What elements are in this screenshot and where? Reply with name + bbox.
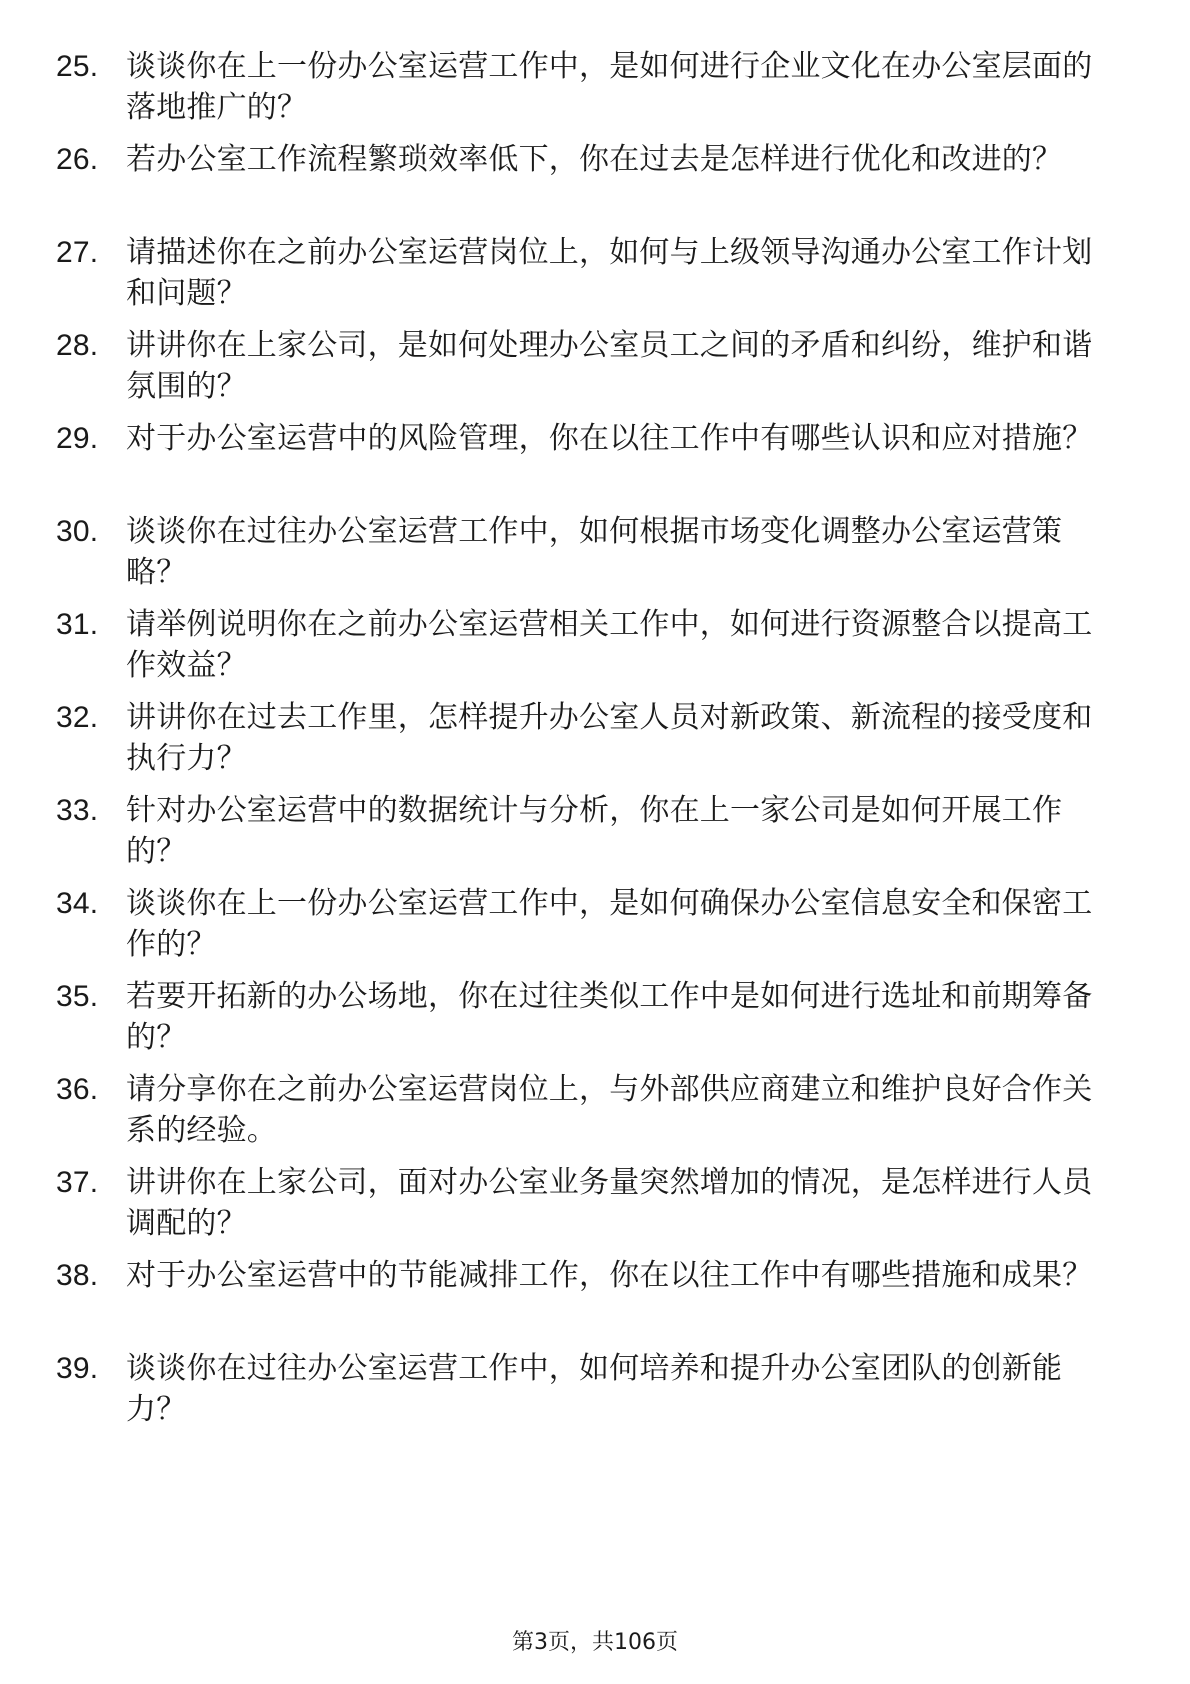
question-item <box>56 1069 1116 1151</box>
question-item <box>56 1255 1116 1337</box>
question-item <box>56 697 1116 779</box>
question-item <box>56 976 1116 1058</box>
question-item <box>56 46 1116 128</box>
question-number: 29. <box>56 422 99 455</box>
question-item <box>56 604 1116 686</box>
question-text: 谈谈你在过往办公室运营工作中，如何根据市场变化调整办公室运营策略？ <box>126 514 1063 590</box>
question-number: 33. <box>56 794 99 827</box>
question-text: 若要开拓新的办公场地，你在过往类似工作中是如何进行选址和前期筹备的？ <box>126 979 1093 1055</box>
question-number: 32. <box>56 701 99 734</box>
question-number: 26. <box>56 143 99 176</box>
question-text: 谈谈你在上一份办公室运营工作中，是如何确保办公室信息安全和保密工作的？ <box>126 886 1093 962</box>
question-item <box>56 418 1116 500</box>
question-text: 对于办公室运营中的风险管理，你在以往工作中有哪些认识和应对措施？ <box>126 421 1093 456</box>
question-number: 25. <box>56 50 99 83</box>
question-text: 谈谈你在过往办公室运营工作中，如何培养和提升办公室团队的创新能力？ <box>126 1351 1063 1427</box>
question-number: 37. <box>56 1166 99 1199</box>
question-number: 28. <box>56 329 99 362</box>
question-number: 38. <box>56 1259 99 1292</box>
question-text: 讲讲你在上家公司，面对办公室业务量突然增加的情况，是怎样进行人员调配的？ <box>126 1165 1093 1241</box>
question-number: 35. <box>56 980 99 1013</box>
question-number: 27. <box>56 236 99 269</box>
question-item <box>56 790 1116 872</box>
question-text: 讲讲你在上家公司，是如何处理办公室员工之间的矛盾和纠纷，维护和谐氛围的？ <box>126 328 1093 404</box>
question-text: 请分享你在之前办公室运营岗位上，与外部供应商建立和维护良好合作关系的经验。 <box>126 1072 1093 1148</box>
question-item <box>56 139 1116 221</box>
question-text: 针对办公室运营中的数据统计与分析，你在上一家公司是如何开展工作的？ <box>126 793 1063 869</box>
question-text: 讲讲你在过去工作里，怎样提升办公室人员对新政策、新流程的接受度和执行力？ <box>126 700 1093 776</box>
question-item <box>56 883 1116 965</box>
question-number: 39. <box>56 1352 99 1385</box>
question-item <box>56 1162 1116 1244</box>
question-text: 请描述你在之前办公室运营岗位上，如何与上级领导沟通办公室工作计划和问题？ <box>126 235 1093 311</box>
question-list <box>56 46 1116 1441</box>
question-text: 若办公室工作流程繁琐效率低下，你在过去是怎样进行优化和改进的？ <box>126 142 1063 177</box>
question-item <box>56 232 1116 314</box>
question-item <box>56 325 1116 407</box>
question-item <box>56 1348 1116 1430</box>
question-number: 34. <box>56 887 99 920</box>
question-text: 请举例说明你在之前办公室运营相关工作中，如何进行资源整合以提高工作效益？ <box>126 607 1093 683</box>
question-item <box>56 511 1116 593</box>
page-number-footer: 第3页，共106页 <box>512 1630 678 1655</box>
question-text: 谈谈你在上一份办公室运营工作中，是如何进行企业文化在办公室层面的落地推广的？ <box>126 49 1093 125</box>
question-number: 30. <box>56 515 99 548</box>
question-number: 36. <box>56 1073 99 1106</box>
question-number: 31. <box>56 608 99 641</box>
question-text: 对于办公室运营中的节能减排工作，你在以往工作中有哪些措施和成果？ <box>126 1258 1093 1293</box>
